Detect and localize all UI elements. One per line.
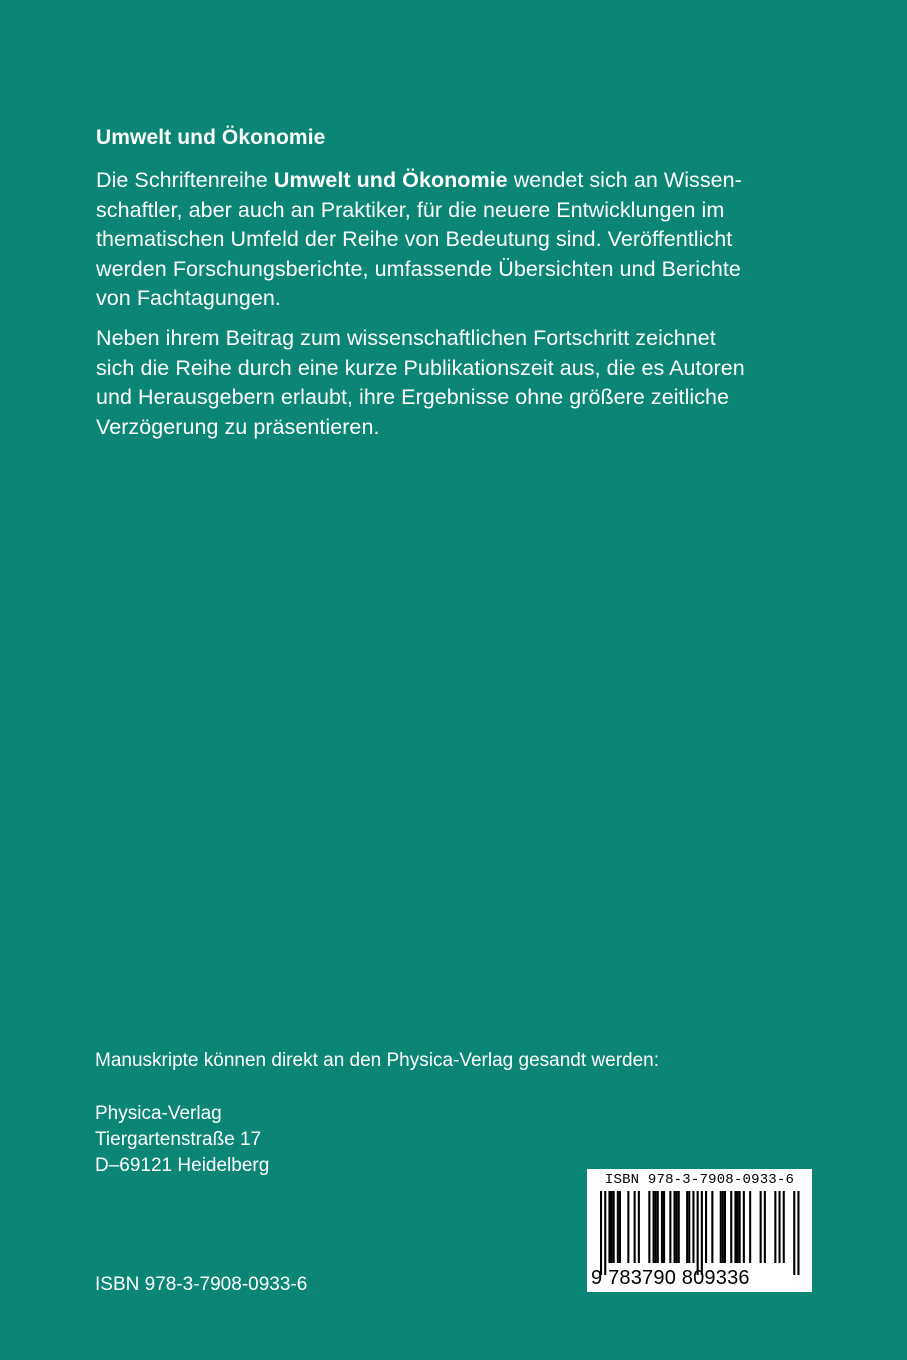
barcode-bar	[634, 1191, 636, 1263]
barcode-bar	[705, 1191, 707, 1263]
description-line-1	[96, 166, 816, 196]
series-title: Umwelt und Ökonomie	[96, 126, 326, 149]
barcode-bar	[617, 1191, 619, 1263]
benefits-line-2: sich die Reihe durch eine kurze Publikationszeit aus, die es Autoren	[96, 355, 745, 380]
barcode-bar	[793, 1191, 795, 1275]
barcode-bar	[653, 1191, 655, 1263]
barcode-bar	[676, 1191, 678, 1263]
barcode-bar	[760, 1191, 762, 1263]
description-line-1-start: Die Schriftenreihe	[96, 168, 274, 192]
barcode-bar	[697, 1191, 699, 1275]
barcode-bar	[678, 1191, 680, 1263]
barcode-bar	[701, 1191, 703, 1275]
barcode-bar	[674, 1191, 676, 1263]
description-line-4: werden Forschungsberichte, umfassende Übersichten und Berichte	[96, 256, 741, 281]
barcode-bar	[734, 1191, 736, 1263]
description-line-3: thematischen Umfeld der Reihe von Bedeutung sind. Veröffentlicht	[96, 227, 733, 251]
barcode-bar	[663, 1191, 665, 1263]
barcode-bar	[774, 1191, 776, 1263]
series-benefits	[96, 324, 816, 442]
barcode-bar	[604, 1191, 606, 1275]
publisher-name: Physica-Verlag	[95, 1103, 222, 1124]
publisher-address	[95, 1101, 269, 1179]
barcode-bar	[739, 1191, 741, 1263]
barcode-bar	[724, 1191, 726, 1263]
barcode-bar	[730, 1191, 732, 1263]
barcode-bar	[619, 1191, 621, 1263]
publisher-street: Tiergartenstraße 17	[95, 1129, 262, 1150]
barcode-bar	[600, 1191, 602, 1275]
barcode-bar	[711, 1191, 713, 1263]
barcode-bar	[783, 1191, 785, 1263]
isbn-barcode	[587, 1169, 812, 1292]
publisher-city: D–69121 Heidelberg	[95, 1155, 270, 1176]
barcode-isbn-label: ISBN 978-3-7908-0933-6	[604, 1172, 795, 1188]
submission-note: Manuskripte können direkt an den Physica-Verlag gesandt werden:	[95, 1050, 660, 1071]
barcode-bar	[661, 1191, 663, 1263]
description-line-1-end: wendet sich an Wissen-	[507, 168, 742, 192]
barcode-bars	[593, 1191, 806, 1275]
series-name-bold: Umwelt und Ökonomie	[273, 168, 508, 192]
isbn-text: ISBN 978-3-7908-0933-6	[95, 1274, 308, 1295]
description-line-5: von Fachtagungen.	[96, 286, 281, 310]
barcode-bar	[779, 1191, 781, 1263]
barcode-bar	[688, 1191, 690, 1263]
barcode-bar	[613, 1191, 615, 1263]
barcode-bar	[627, 1191, 629, 1263]
barcode-bar	[797, 1191, 799, 1275]
barcode-bar	[720, 1191, 722, 1263]
barcode-bar	[692, 1191, 694, 1263]
barcode-bar	[657, 1191, 659, 1263]
series-description	[96, 166, 816, 314]
benefits-line-1: Neben ihrem Beitrag zum wissenschaftlichen Fortschritt zeichnet	[96, 326, 716, 350]
barcode-bar	[648, 1191, 650, 1263]
barcode-bar	[686, 1191, 688, 1263]
description-line-2: schaftler, aber auch an Praktiker, für die neuere Entwicklungen im	[96, 197, 725, 222]
barcode-bar	[722, 1191, 724, 1263]
barcode-bar	[749, 1191, 751, 1263]
barcode-bar	[743, 1191, 745, 1263]
barcode-bar	[669, 1191, 671, 1263]
barcode-bar	[764, 1191, 766, 1263]
benefits-line-4: Verzögerung zu präsentieren.	[96, 414, 380, 439]
barcode-digits: 9 783790 809336	[591, 1267, 750, 1289]
benefits-line-3: und Herausgebern erlaubt, ihre Ergebnisse ohne größere zeitliche	[96, 385, 730, 409]
barcode-bar	[737, 1191, 739, 1263]
barcode-bar	[655, 1191, 657, 1263]
barcode-bar	[611, 1191, 613, 1263]
barcode-bar	[608, 1191, 610, 1263]
barcode-bar	[638, 1191, 640, 1263]
